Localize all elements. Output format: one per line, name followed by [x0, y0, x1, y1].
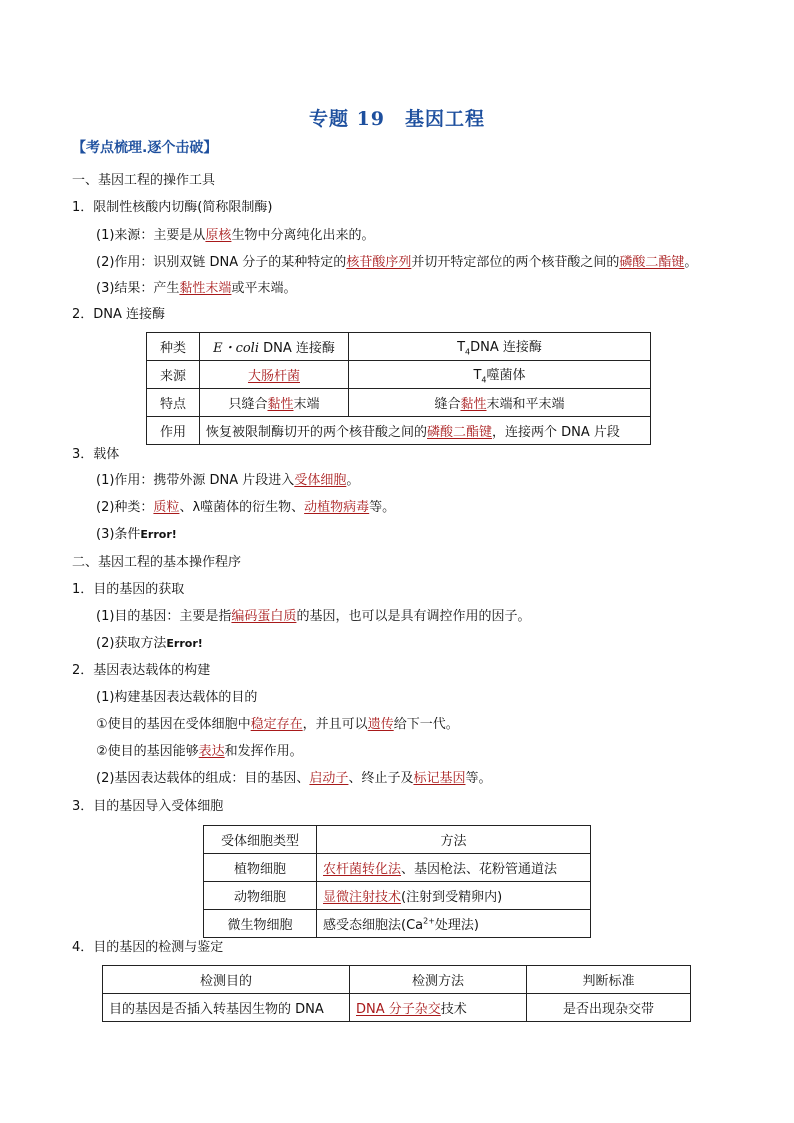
p2-item2-heading: 2．基因表达载体的构建 [72, 663, 211, 678]
vector-function: (1)作用：携带外源 DNA 片段进入受体细胞。 [96, 473, 360, 488]
restriction-function: (2)作用：识别双链 DNA 分子的某种特定的核苷酸序列并切开特定部位的两个核苷酸之间的磷酸二酯键。 [96, 255, 698, 270]
table-row: 种类 E・coli DNA 连接酶 $T_4DNA$ 连接酶 [147, 333, 651, 361]
vector-condition: (3)条件Error! [96, 527, 177, 542]
table-row: 微生物细胞 感受态细胞法($Ca^{2+}$处理法) [204, 910, 591, 938]
table-row: 受体细胞类型 方法 [204, 826, 591, 854]
part2-heading: 二、基因工程的基本操作程序 [72, 555, 242, 570]
keyword: 核苷酸序列 [346, 255, 412, 270]
section-header: 【考点梳理.逐个击破】 [72, 140, 218, 156]
purpose-point-1: ①使目的基因在受体细胞中稳定存在，并且可以遗传给下一代。 [96, 717, 459, 732]
item2-heading: 2．DNA 连接酶 [72, 307, 166, 322]
page-title: 专题 19 基因工程 [308, 108, 486, 130]
vector-kinds: (2)种类：质粒、λ噬菌体的衍生物、动植物病毒等。 [96, 500, 396, 515]
keyword: 表达 [198, 744, 225, 759]
transfer-table [203, 825, 591, 938]
p2-item1-heading: 1．目的基因的获取 [72, 582, 185, 597]
p2-item3-heading: 3．目的基因导入受体细胞 [72, 799, 224, 814]
keyword: 稳定存在 [250, 717, 303, 732]
part1-heading: 一、基因工程的操作工具 [72, 173, 216, 188]
table-row: 动物细胞 显微注射技术(注射到受精卵内) [204, 882, 591, 910]
acquire-method: (2)获取方法Error! [96, 636, 203, 651]
restriction-result: (3)结果：产生黏性末端或平末端。 [96, 281, 297, 296]
keyword: 遗传 [367, 717, 394, 732]
keyword: 磷酸二酯键 [619, 255, 685, 270]
p2-item4-heading: 4．目的基因的检测与鉴定 [72, 940, 224, 955]
keyword: 受体细胞 [294, 473, 347, 488]
keyword: 标记基因 [413, 771, 466, 786]
item1-heading: 1．限制性核酸内切酶(简称限制酶) [72, 200, 273, 215]
detection-table [102, 965, 691, 1022]
table-row: 来源 大肠杆菌 $T_4$噬菌体 [147, 361, 651, 389]
table-row: 植物细胞 农杆菌转化法、基因枪法、花粉管通道法 [204, 854, 591, 882]
target-gene: (1)目的基因：主要是指编码蛋白质的基因，也可以是具有调控作用的因子。 [96, 609, 531, 624]
keyword: 原核 [205, 228, 232, 243]
table-row: 作用 恢复被限制酶切开的两个核苷酸之间的磷酸二酯键，连接两个 DNA 片段 [147, 417, 651, 445]
restriction-source: (1)来源：主要是从原核生物中分离纯化出来的。 [96, 228, 375, 243]
keyword: 质粒 [153, 500, 180, 515]
table-row: 目的基因是否插入转基因生物的 DNA DNA 分子杂交技术 是否出现杂交带 [103, 994, 691, 1022]
purpose-point-2: ②使目的基因能够表达和发挥作用。 [96, 744, 303, 759]
table-row: 检测目的 检测方法 判断标准 [103, 966, 691, 994]
table-row: 特点 只缝合黏性末端 缝合黏性末端和平末端 [147, 389, 651, 417]
vector-composition: (2)基因表达载体的组成：目的基因、启动子、终止子及标记基因等。 [96, 771, 492, 786]
item3-heading: 3．载体 [72, 447, 120, 462]
keyword: 黏性末端 [179, 281, 232, 296]
keyword: 启动子 [309, 771, 349, 786]
keyword: 编码蛋白质 [231, 609, 297, 624]
ligase-table [146, 332, 651, 445]
construct-purpose: (1)构建基因表达载体的目的 [96, 690, 258, 705]
keyword: 动植物病毒 [304, 500, 370, 515]
